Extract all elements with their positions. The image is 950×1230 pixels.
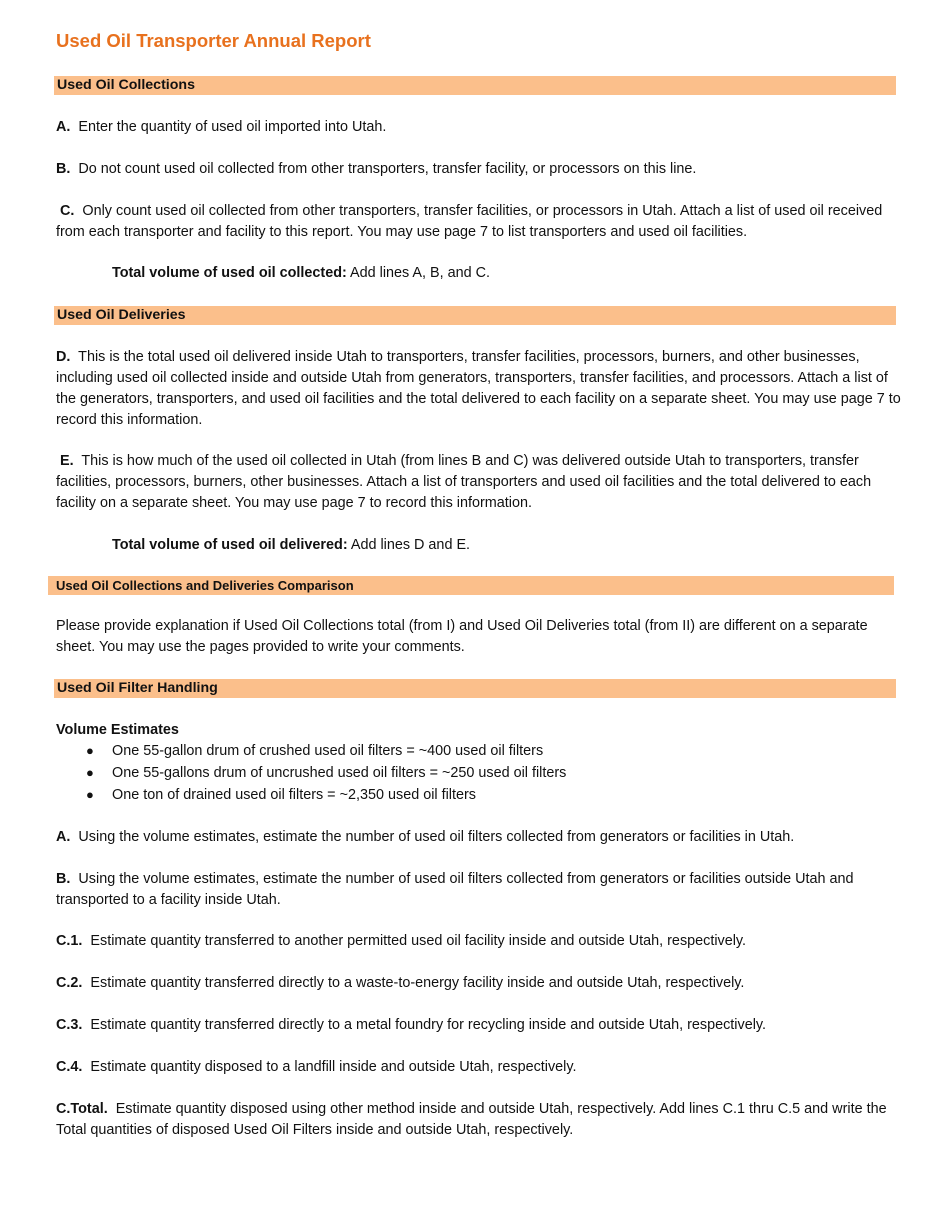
total-text: Add lines D and E. bbox=[350, 537, 471, 553]
list-item bbox=[56, 762, 566, 784]
line-text: Do not count used oil collected from other transporters, transfer facility, or processors on this line. bbox=[78, 161, 697, 177]
line-label: C.4. bbox=[56, 1059, 83, 1075]
line-a-filters bbox=[56, 827, 901, 848]
volume-estimates-title: Volume Estimates bbox=[56, 722, 179, 738]
total-delivered-line bbox=[112, 535, 892, 556]
line-text: This is how much of the used oil collected in Utah (from lines B and C) was delivered outside Utah to transporters, transfer facilities, processors, burners, other businesses. Attach a list of transporters and used oil facilities and the total delivered to each facility on a separate sheet. You may use page 7 to record this information. bbox=[56, 453, 872, 511]
section-header-comparison: Used Oil Collections and Deliveries Comparison bbox=[48, 576, 894, 595]
line-label: C. bbox=[60, 203, 75, 219]
line-d-deliveries bbox=[56, 347, 901, 431]
line-text: Using the volume estimates, estimate the number of used oil filters collected from generators or facilities in Utah. bbox=[78, 829, 795, 845]
line-e-deliveries bbox=[56, 451, 901, 514]
line-c4-filters bbox=[56, 1057, 901, 1078]
estimate-text: One 55-gallon drum of crushed used oil filters = ~400 used oil filters bbox=[112, 743, 544, 759]
line-c-collections bbox=[56, 201, 901, 243]
bullet-icon: ● bbox=[86, 743, 94, 758]
line-text: Estimate quantity transferred directly to a waste-to-energy facility inside and outside Utah, respectively. bbox=[90, 975, 745, 991]
total-label: Total volume of used oil collected: bbox=[112, 265, 347, 281]
line-label: C.3. bbox=[56, 1017, 83, 1033]
section-header-collections: Used Oil Collections bbox=[54, 76, 896, 95]
line-a-collections bbox=[56, 117, 901, 138]
line-text: Estimate quantity transferred directly to a metal foundry for recycling inside and outside Utah, respectively. bbox=[90, 1017, 767, 1033]
line-text: Using the volume estimates, estimate the number of used oil filters collected from generators or facilities outside Utah and transported to a facility inside Utah. bbox=[56, 871, 854, 908]
line-label: A. bbox=[56, 119, 71, 135]
line-c2-filters bbox=[56, 973, 901, 994]
line-label: C.Total. bbox=[56, 1101, 108, 1117]
line-text: Enter the quantity of used oil imported into Utah. bbox=[78, 119, 387, 135]
total-label: Total volume of used oil delivered: bbox=[112, 537, 348, 553]
bullet-icon: ● bbox=[86, 787, 94, 802]
line-label: B. bbox=[56, 161, 71, 177]
estimate-text: One ton of drained used oil filters = ~2,350 used oil filters bbox=[112, 787, 476, 803]
line-label: D. bbox=[56, 349, 71, 365]
line-text: Estimate quantity disposed using other method inside and outside Utah, respectively. Add lines C.1 thru C.5 and write the Total quantities of disposed Used Oil Filters inside and outside Utah, respectively. bbox=[56, 1101, 887, 1138]
section-header-deliveries: Used Oil Deliveries bbox=[54, 306, 896, 325]
estimate-text: One 55-gallons drum of uncrushed used oil filters = ~250 used oil filters bbox=[112, 765, 567, 781]
line-b-collections bbox=[56, 159, 901, 180]
volume-estimates-list bbox=[56, 740, 566, 806]
line-text: Estimate quantity disposed to a landfill inside and outside Utah, respectively. bbox=[90, 1059, 577, 1075]
line-text: Estimate quantity transferred to another permitted used oil facility inside and outside Utah, respectively. bbox=[90, 933, 747, 949]
total-collected-line bbox=[112, 263, 892, 284]
line-label: C.1. bbox=[56, 933, 83, 949]
line-label: E. bbox=[60, 453, 74, 469]
line-b-filters bbox=[56, 869, 876, 911]
list-item bbox=[56, 740, 566, 762]
line-text: This is the total used oil delivered inside Utah to transporters, transfer facilities, processors, burners, and other businesses, including used oil collected inside and outside Utah from generators, transporters, transfer facilities, and processors. Attach a list of the generators, transporters, and used oil facilities and the total delivered to each facility on a separate sheet. You may use page 7 to record this information. bbox=[56, 349, 901, 428]
line-label: C.2. bbox=[56, 975, 83, 991]
total-text: Add lines A, B, and C. bbox=[350, 265, 491, 281]
line-c1-filters bbox=[56, 931, 901, 952]
line-ctotal-filters bbox=[56, 1099, 901, 1141]
line-c3-filters bbox=[56, 1015, 901, 1036]
list-item bbox=[56, 784, 566, 806]
bullet-icon: ● bbox=[86, 765, 94, 780]
line-label: B. bbox=[56, 871, 71, 887]
line-label: A. bbox=[56, 829, 71, 845]
section-header-filters: Used Oil Filter Handling bbox=[54, 679, 896, 698]
page-title: Used Oil Transporter Annual Report bbox=[56, 30, 371, 51]
line-text: Only count used oil collected from other transporters, transfer facilities, or processors in Utah. Attach a list of used oil received from each transporter and facility to this report. You may use page 7 to list transporters and used oil facilities. bbox=[56, 203, 883, 240]
comparison-text: Please provide explanation if Used Oil Collections total (from I) and Used Oil Deliveries total (from II) are different on a separate sheet. You may use the pages provided to write your comments. bbox=[56, 618, 868, 655]
